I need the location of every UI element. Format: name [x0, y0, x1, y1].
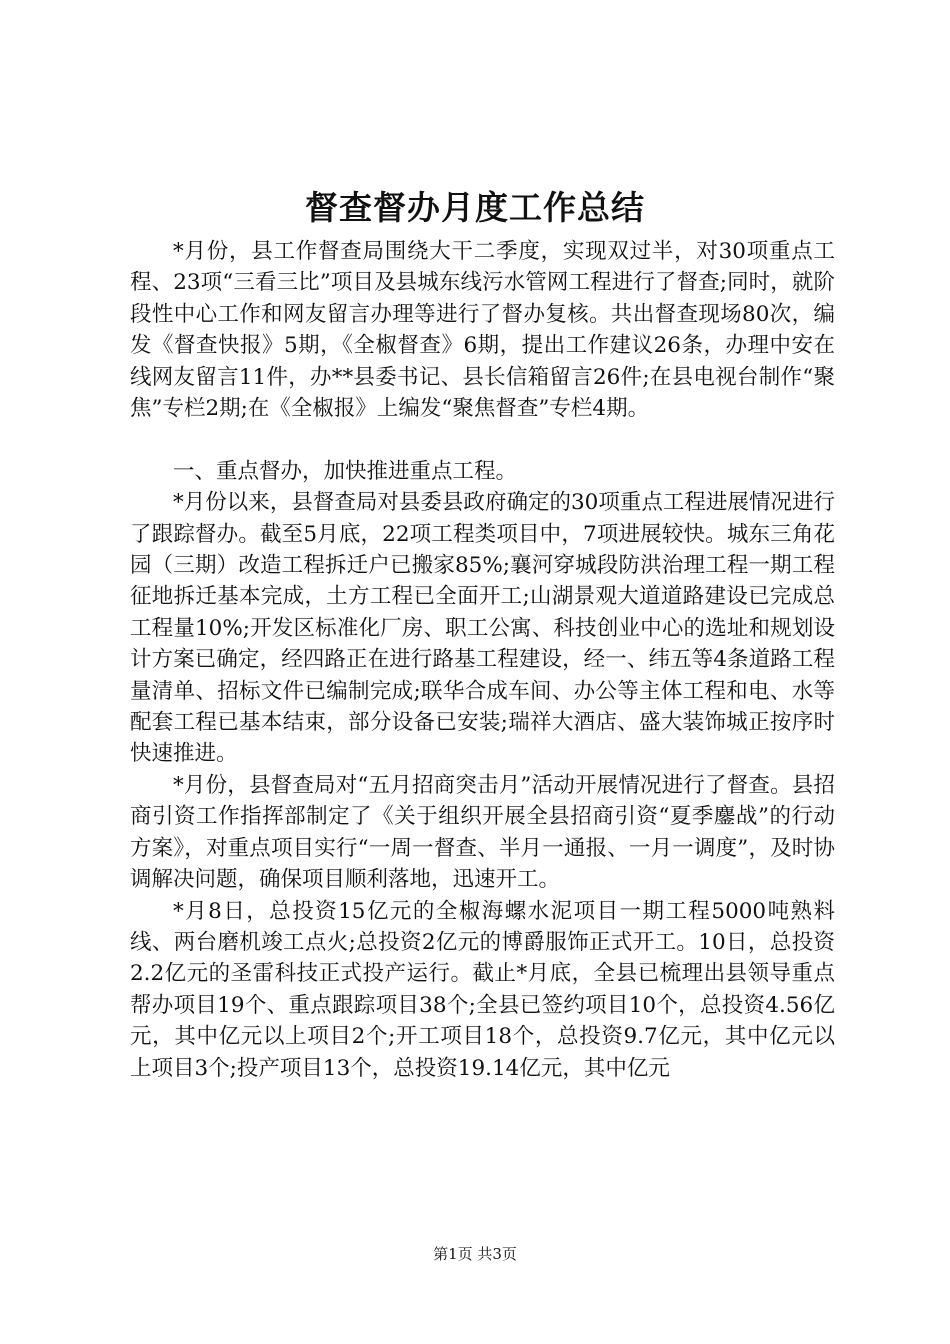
document-body: [130, 236, 835, 1084]
body-paragraph: *月份以来，县督查局对县委县政府确定的30项重点工程进展情况进行了跟踪督办。截至5月底，22项工程类项目中，7项进展较快。城东三角花园（三期）改造工程拆迁户已搬家85%;襄河穿城段防洪治理工程一期工程征地拆迁基本完成，土方工程已全面开工;山湖景观大道道路建设已完成总工程量10%;开发区标准化厂房、职工公寓、科技创业中心的选址和规划设计方案已确定，经四路正在进行路基工程建设，经一、纬五等4条道路工程量清单、招标文件已编制完成;联华合成车间、办公等主体工程和电、水等配套工程已基本结束，部分设备已安装;瑞祥大酒店、盛大装饰城正按序时快速推进。: [130, 490, 835, 767]
page-footer: 第1页 共3页: [433, 1245, 517, 1263]
section-heading: 一、重点督办，加快推进重点工程。: [173, 458, 518, 484]
document-title: 督查督办月度工作总结: [305, 188, 645, 227]
body-paragraph: *月8日，总投资15亿元的全椒海螺水泥项目一期工程5000吨熟料线、两台磨机竣工点火;总投资2亿元的博爵服饰正式开工。10日，总投资2.2亿元的圣雷科技正式投产运行。截止*月底，全县已梳理出县领导重点帮办项目19个、重点跟踪项目38个;全县已签约项目10个，总投资4.56亿元，其中亿元以上项目2个;开工项目18个，总投资9.7亿元，其中亿元以上项目3个;投产项目13个，总投资19.14亿元，其中亿元: [130, 898, 835, 1081]
body-paragraph: *月份，县督查局对“五月招商突击月”活动开展情况进行了督查。县招商引资工作指挥部制定了《关于组织开展全县招商引资“夏季鏖战”的行动方案》，对重点项目实行“一周一督查、半月一通报、一月一调度”，及时协调解决问题，确保项目顺利落地，迅速开工。: [130, 772, 835, 893]
intro-paragraph: *月份，县工作督查局围绕大干二季度，实现双过半，对30项重点工程、23项“三看三比”项目及县城东线污水管网工程进行了督查;同时，就阶段性中心工作和网友留言办理等进行了督办复核。共出督查现场80次，编发《督查快报》5期，《全椒督查》6期，提出工作建议26条，办理中安在线网友留言11件，办**县委书记、县长信箱留言26件;在县电视台制作“聚焦”专栏2期;在《全椒报》上编发“聚焦督查”专栏4期。: [130, 239, 835, 422]
